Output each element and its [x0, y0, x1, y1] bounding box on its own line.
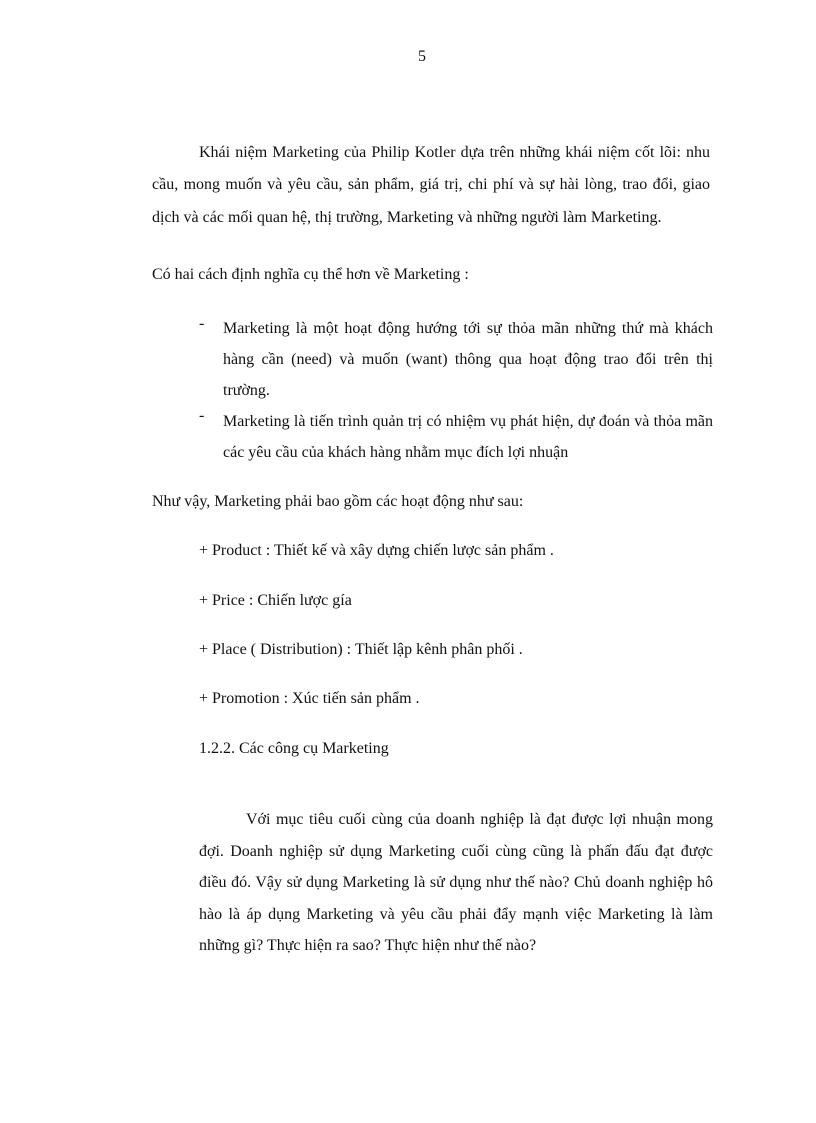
activity-item-product: + Product : Thiết kế và xây dựng chiến lược sản phẩm . [199, 542, 554, 559]
bullet-item: Marketing là tiến trình quản trị có nhiệm vụ phát hiện, dự đoán và thỏa mãn các yêu cầu của khách hàng nhằm mục đích lợi nhuận [223, 413, 713, 461]
definitions-intro: Có hai cách định nghĩa cụ thể hơn về Marketing : [152, 266, 469, 283]
bullet-marker: - [199, 315, 205, 332]
bullet-item: Marketing là một hoạt động hướng tới sự thỏa mãn những thứ mà khách hàng cần (need) và muốn (want) thông qua hoạt động trao đổi trên thị trường. [223, 320, 713, 399]
activity-item-place: + Place ( Distribution) : Thiết lập kênh phân phối . [199, 641, 523, 658]
closing-paragraph: Với mục tiêu cuối cùng của doanh nghiệp là đạt được lợi nhuận mong đợi. Doanh nghiệp sử dụng Marketing cuối cùng cũng là phấn đấu đạt được điều đó. Vậy sử dụng Marketing là sử dụng như thế nào? Chủ doanh nghiệp hô hào là áp dụng Marketing và yêu cầu phải đẩy mạnh việc Marketing là làm những gì? Thực hiện ra sao? Thực hiện như thế nào? [199, 811, 713, 954]
intro-paragraph: Khái niệm Marketing của Philip Kotler dựa trên những khái niệm cốt lõi: nhu cầu, mong muốn và yêu cầu, sản phẩm, giá trị, chi phí và sự hài lòng, trao đổi, giao dịch và các mối quan hệ, thị trường, Marketing và những người làm Marketing. [152, 144, 710, 226]
section-heading: 1.2.2. Các công cụ Marketing [199, 740, 389, 757]
bullet-marker: - [199, 407, 205, 424]
activities-intro: Như vậy, Marketing phải bao gồm các hoạt động như sau: [152, 493, 524, 510]
activity-item-promotion: + Promotion : Xúc tiến sản phẩm . [199, 690, 420, 707]
activity-item-price: + Price : Chiến lược gía [199, 592, 352, 609]
page-number: 5 [418, 48, 426, 65]
